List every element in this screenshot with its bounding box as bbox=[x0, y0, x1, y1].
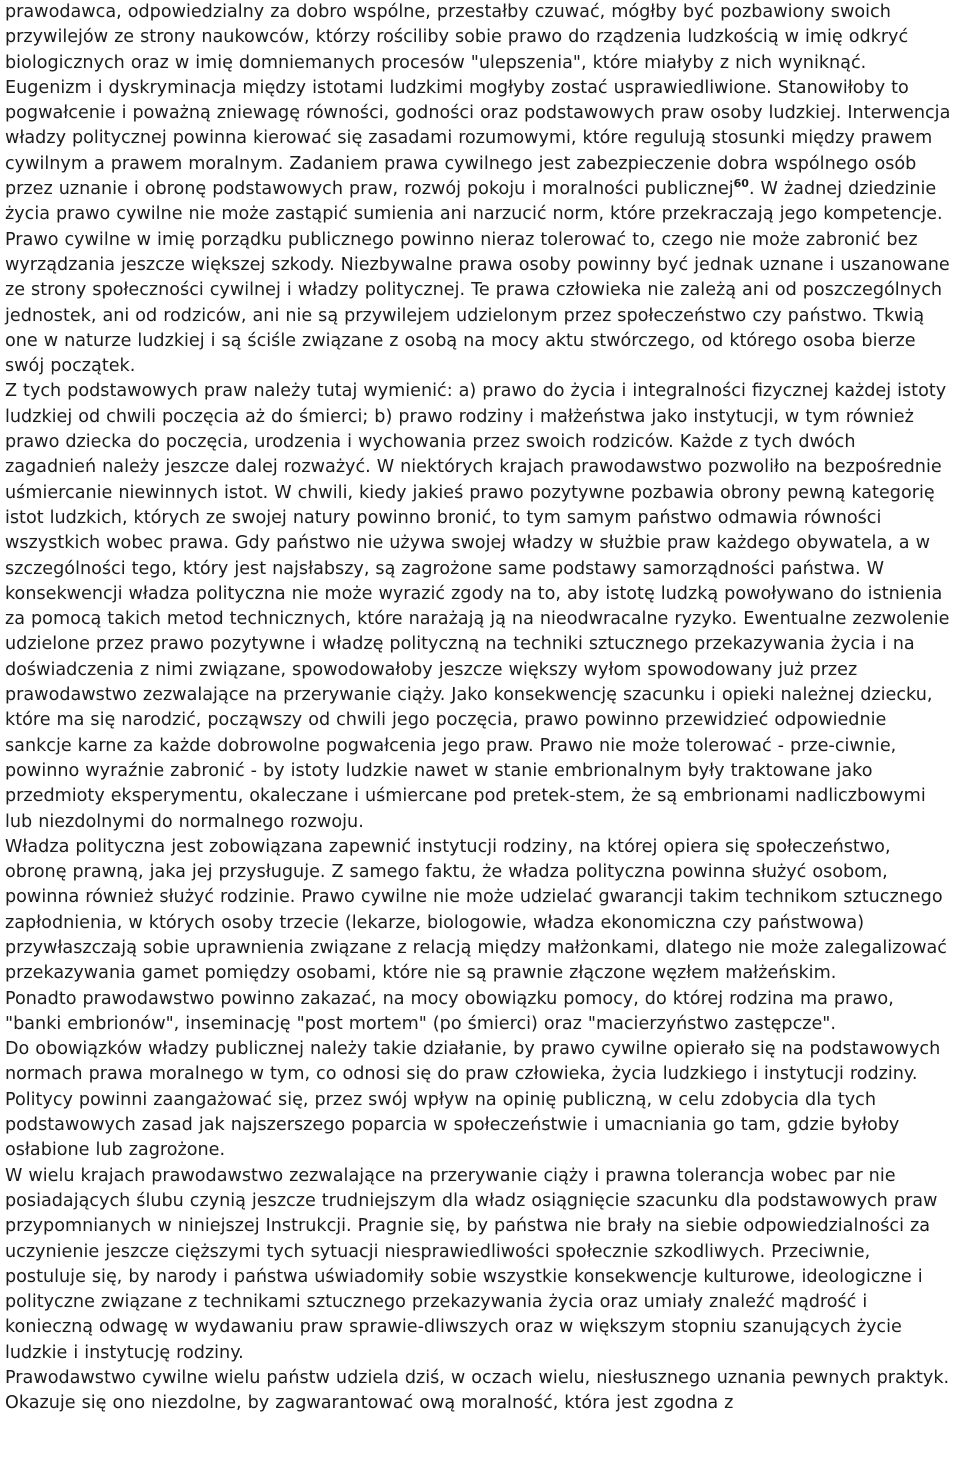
paragraph-1 bbox=[5, 0, 951, 379]
paragraph-5: Do obowiązków władzy publicznej należy takie działanie, by prawo cywilne opierało się na podstawowych normach prawa moralnego w tym, co odnosi się do praw człowieka, życia ludzkiego i instytucji rodziny. Politycy powinni zaangażować się, przez swój wpływ na opinię publiczną, w celu zdobycia dla tych podstawowych zasad jak najszerszego poparcia w społeczeństwie i umacniania go tam, gdzie byłoby osłabione lub zagrożone. bbox=[5, 1039, 941, 1161]
paragraph-7: Prawodawstwo cywilne wielu państw udziela dziś, w oczach wielu, niesłusznego uznania pewnych praktyk. Okazuje się ono niezdolne, by zagwarantować ową moralność, która jest zgodna z bbox=[5, 1368, 950, 1414]
paragraph-4: Ponadto prawodawstwo powinno zakazać, na mocy obowiązku pomocy, do której rodzina ma prawo, "banki embrionów", inseminację "post mortem" (po śmierci) oraz "macierzyństwo zastępcze". bbox=[5, 988, 894, 1034]
footnote-reference-60[interactable]: 60 bbox=[733, 177, 749, 191]
paragraph-1-text-a: prawodawca, odpowiedzialny za dobro wspólne, przestałby czuwać, mógłby być pozbawiony swoich przywilejów ze strony naukowców, którzy rościliby sobie prawo do rządzenia ludzkością w imię odkryć biologicznych oraz w imię domniemanych procesów "ulepszenia", które miałyby z nich wyniknąć. Eugenizm i dyskryminacja między istotami ludzkimi mogłyby zostać usprawiedliwione. Stanowiłoby to pogwałcenie i poważną zniewagę równości, godności oraz podstawowych praw osoby ludzkiej. Interwencja władzy politycznej powinna kierować się zasadami rozumowymi, które regulują stosunki między prawem cywilnym a prawem moralnym. Zadaniem prawa cywilnego jest zabezpieczenie dobra wspólnego osób przez uznanie i obronę podstawowych praw, rozwój pokoju i moralności publicznej bbox=[5, 2, 951, 200]
paragraph-3: Władza polityczna jest zobowiązana zapewnić instytucji rodziny, na której opiera się społeczeństwo, obronę prawną, jaka jej przysługuje. Z samego faktu, że władza polityczna powinna służyć osobom, powinna również służyć rodzinie. Prawo cywilne nie może udzielać gwarancji takim technikom sztucznego zapłodnienia, w których osoby trzecie (lekarze, biologowie, władza ekonomiczna czy państwowa) przywłaszczają sobie uprawnienia związane z relacją między małżonkami, dlatego nie może zalegalizować przekazywania gamet pomiędzy osobami, które nie są prawnie złączone węzłem małżeńskim. bbox=[5, 836, 947, 984]
paragraph-1-text-b: . W żadnej dziedzinie życia prawo cywilne nie może zastąpić sumienia ani narzucić norm, które przekraczają jego kompetencje. Prawo cywilne w imię porządku publicznego powinno nieraz tolerować to, czego nie może zabronić bez wyrządzania jeszcze większej szkody. Niezbywalne prawa osoby powinny być jednak uznane i uszanowane ze strony społeczności cywilnej i władzy politycznej. Te prawa człowieka nie zależą ani od poszczególnych jednostek, ani od rodziców, ani nie są przywilejem udzielonym przez społeczeństwo czy państwo. Tkwią one w naturze ludzkiej i są ściśle związane z osobą na mocy aktu stwórczego, od którego osoba bierze swój początek. bbox=[5, 179, 950, 377]
paragraph-6: W wielu krajach prawodawstwo zezwalające na przerywanie ciąży i prawna tolerancja wobec par nie posiadających ślubu czynią jeszcze trudniejszym dla władz osiągnięcie szacunku dla podstawowych praw przypomnianych w niniejszej Instrukcji. Pragnie się, by państwa nie brały na siebie odpowiedzialności za uczynienie jeszcze cięższymi tych sytuacji niesprawiedliwości społecznie szkodliwych. Przeciwnie, postuluje się, by narody i państwa uświadomiły sobie wszystkie konsekwencje kulturowe, ideologiczne i polityczne związane z technikami sztucznego przekazywania życia oraz umiały znaleźć mądrość i konieczną odwagę w wydawaniu praw sprawie-dliwszych oraz w większym stopniu szanujących życie ludzkie i instytucję rodziny. bbox=[5, 1165, 938, 1363]
paragraph-2: Z tych podstawowych praw należy tutaj wymienić: a) prawo do życia i integralności fizycznej każdej istoty ludzkiej od chwili poczęcia aż do śmierci; b) prawo rodziny i małżeństwa jako instytucji, w tym również prawo dziecka do poczęcia, urodzenia i wychowania przez swoich rodziców. Każde z tych dwóch zagadnień należy jeszcze dalej rozważyć. W niektórych krajach prawodawstwo pozwoliło na bezpośrednie uśmiercanie niewinnych istot. W chwili, kiedy jakieś prawo pozytywne pozbawia obrony pewną kategorię istot ludzkich, których ze swojej natury powinno bronić, to tym samym państwo odmawia równości wszystkich wobec prawa. Gdy państwo nie używa swojej władzy w służbie praw każdego obywatela, a w szczególności tego, który jest najsłabszy, są zagrożone same podstawy samorządności państwa. W konsekwencji władza polityczna nie może wyrazić zgody na to, aby istotę ludzką powoływano do istnienia za pomocą takich metod technicznych, które narażają ją na nieodwracalne ryzyko. Ewentualne zezwolenie udzielone przez prawo pozytywne i władzę polityczną na techniki sztucznego przekazywania życia i na doświadczenia z nimi związane, spowodowałoby jeszcze większy wyłom spowodowany już przez prawodawstwo zezwalające na przerywanie ciąży. Jako konsekwencję szacunku i opieki należnej dziecku, które ma się narodzić, począwszy od chwili jego poczęcia, prawo powinno przewidzieć odpowiednie sankcje karne za każde dobrowolne pogwałcenia jego praw. Prawo nie może tolerować - prze-ciwnie, powinno wyraźnie zabronić - by istoty ludzkie nawet w stanie embrionalnym były traktowane jako przedmioty eksperymentu, okaleczane i uśmiercane pod pretek-stem, że są embrionami nadliczbowymi lub niezdolnymi do normalnego rozwoju. bbox=[5, 381, 950, 832]
